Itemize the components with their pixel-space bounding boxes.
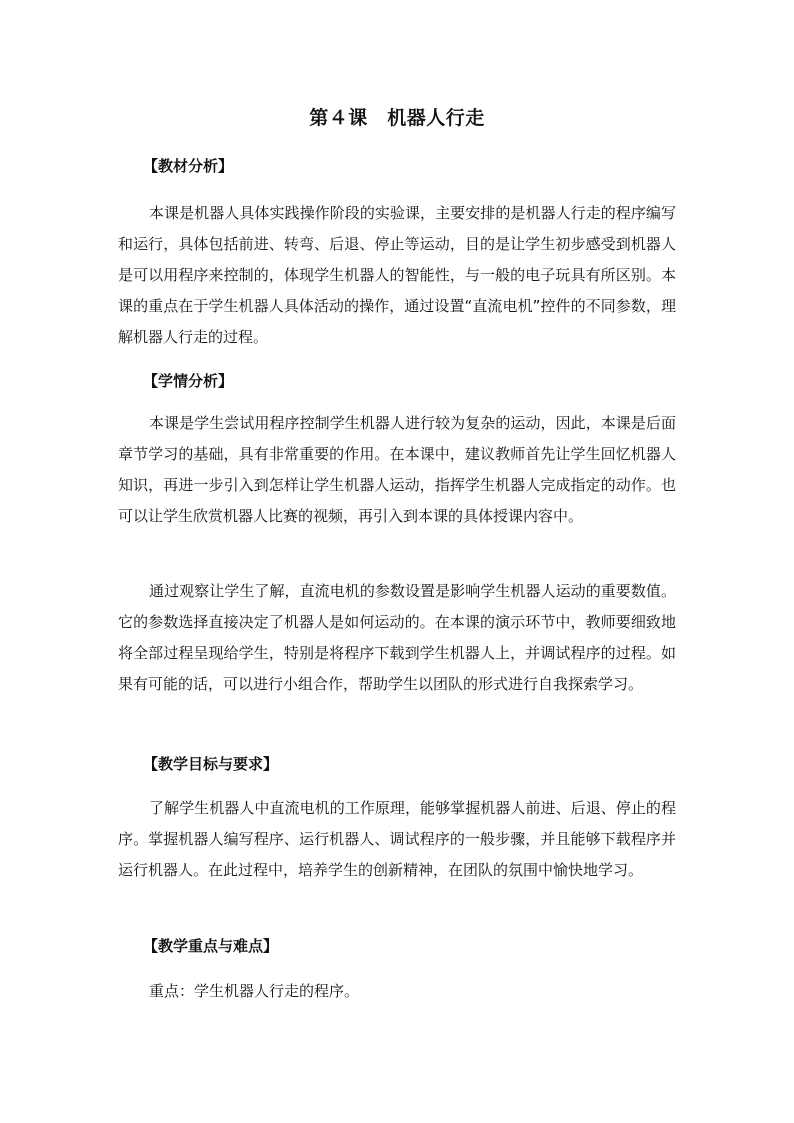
section-heading-student-analysis: 【学情分析】 [143, 372, 234, 390]
section-heading-key-points: 【教学重点与难点】 [143, 937, 279, 955]
paragraph-student-analysis-1: 本课是学生尝试用程序控制学生机器人进行较为复杂的运动，因此，本课是后面章节学习的基础，具有非常重要的作用。在本课中，建议教师首先让学生回忆机器人知识，再进一步引入到怎样让学生机器人运动，指挥学生机器人完成指定的动作。也可以让学生欣赏机器人比赛的视频，再引入到本课的具体授课内容中。 [118, 414, 676, 525]
paragraph-teaching-goals: 了解学生机器人中直流电机的工作原理，能够掌握机器人前进、后退、停止的程序。掌握机器人编写程序、运行机器人、调试程序的一般步骤，并且能够下载程序并运行机器人。在此过程中，培养学生的创新精神，在团队的氛围中愉快地学习。 [118, 799, 676, 879]
paragraph-textbook-analysis: 本课是机器人具体实践操作阶段的实验课，主要安排的是机器人行走的程序编写和运行，具体包括前进、转弯、后退、停止等运动，目的是让学生初步感受到机器人是可以用程序来控制的，体现学生机器人的智能性，与一般的电子玩具有所区别。本课的重点在于学生机器人具体活动的操作，通过设置“直流电机”控件的不同参数，理解机器人行走的过程。 [118, 204, 676, 346]
section-heading-teaching-goals: 【教学目标与要求】 [143, 755, 279, 773]
page-title: 第４课 机器人行走 [309, 107, 485, 129]
paragraph-student-analysis-2: 通过观察让学生了解，直流电机的参数设置是影响学生机器人运动的重要数值。它的参数选择直接决定了机器人是如何运动的。在本课的演示环节中，教师要细致地将全部过程呈现给学生，特别是将程序下载到学生机器人上，并调试程序的过程。如果有可能的话，可以进行小组合作，帮助学生以团队的形式进行自我探索学习。 [118, 582, 676, 693]
paragraph-key-points: 重点：学生机器人行走的程序。 [149, 982, 360, 1000]
section-heading-textbook-analysis: 【教材分析】 [143, 157, 234, 175]
